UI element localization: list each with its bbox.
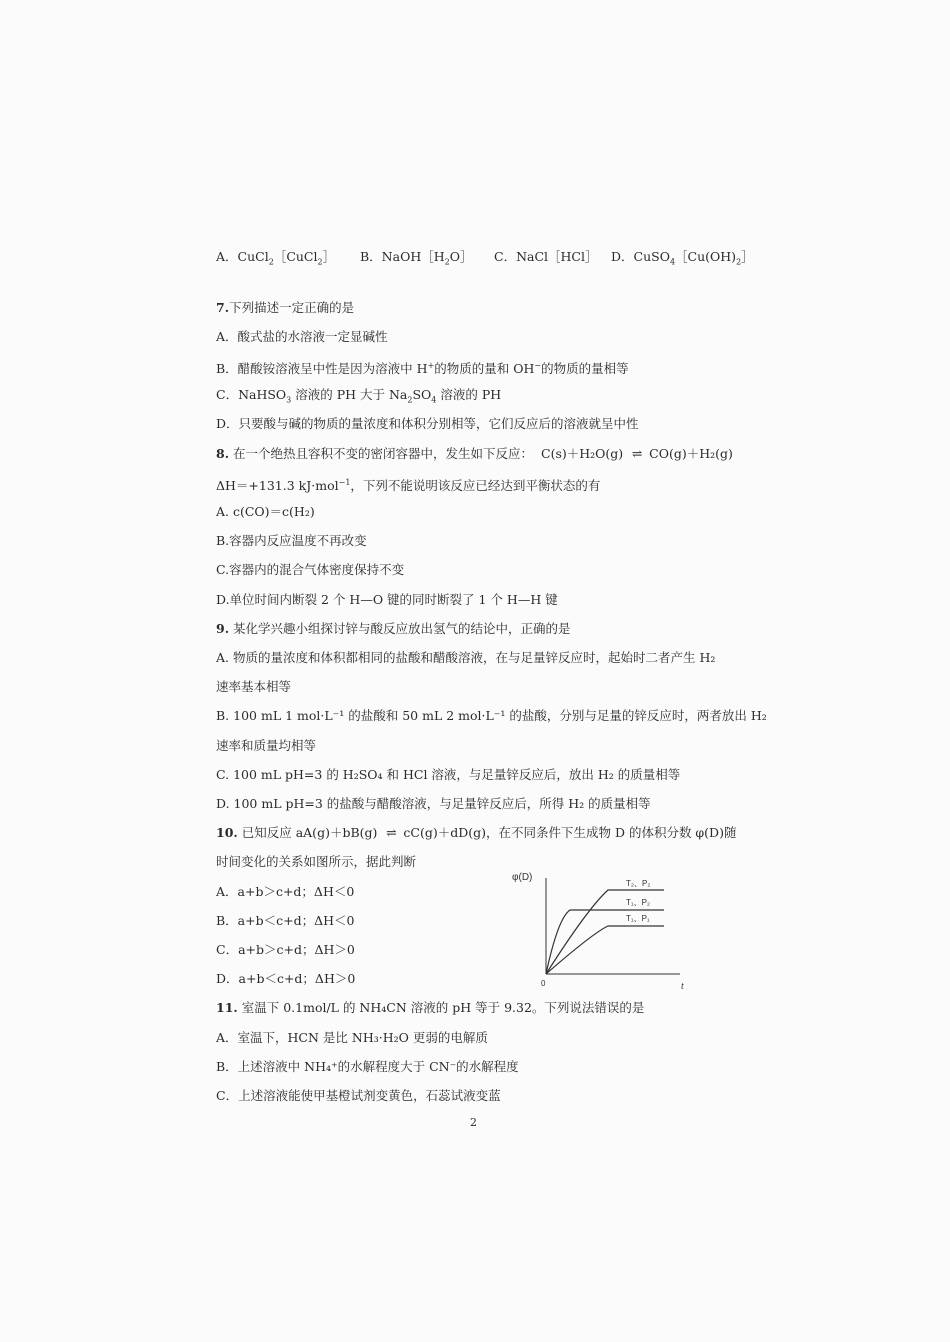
graph-y-label: φ(D) xyxy=(512,872,533,883)
equilibrium-arrow-icon: ⇌ xyxy=(631,446,641,461)
q9-option-b-line1: B. 100 mL 1 mol·L⁻¹ 的盐酸和 50 mL 2 mol·L⁻¹ 的盐酸，分别与足量的锌反应时，两者放出 H₂ xyxy=(216,708,767,723)
q10-option-d: D．a+b＜c+d；ΔH＞0 xyxy=(216,971,356,986)
q6-option-b: B．$NaOH[H_2O]$ xyxy=(360,249,473,267)
q9-option-a-line1: A. 物质的量浓度和体积都相同的盐酸和醋酸溶液，在与足量锌反应时，起始时二者产生 H₂ xyxy=(216,650,716,665)
q10-option-c: C．a+b＞c+d；ΔH＞0 xyxy=(216,942,355,957)
q7-stem: 7.下列描述一定正确的是 xyxy=(216,300,355,315)
page-number: 2 xyxy=(470,1116,477,1129)
q9-option-c: C. 100 mL pH=3 的 H₂SO₄ 和 HCl 溶液，与足量锌反应后，放出 H₂ 的质量相等 xyxy=(216,767,681,782)
curve-label-t1-p2: T₁、P₂ xyxy=(626,898,651,907)
q6-option-a: A．CuCl$_2$［CuCl$_2$］ xyxy=(216,249,336,267)
q7-option-b: B．醋酸铵溶液呈中性是因为溶液中 H+的物质的量和 OH−的物质的量相等 xyxy=(216,361,629,377)
q10-stem-line2: 时间变化的关系如图所示，据此判断 xyxy=(216,854,417,869)
curve-label-t1-p1: T₁、P₁ xyxy=(626,914,650,923)
q10-option-a: A．a+b＞c+d；ΔH＜0 xyxy=(216,884,355,899)
q6-option-c: C．NaCl［HCl］ xyxy=(494,249,598,264)
q8-option-c: C.容器内的混合气体密度保持不变 xyxy=(216,562,405,577)
curve-label-t2-p2: T₂、P₂ xyxy=(626,879,651,888)
graph-x-label: t xyxy=(681,981,684,992)
q8-stem: 8. 在一个绝热且容积不变的密闭容器中，发生如下反应： C(s)＋H₂O(g) ⇌ CO(g)＋H₂(g) xyxy=(216,446,733,461)
equilibrium-arrow-icon: ⇌ xyxy=(386,825,395,840)
q7-option-c: C．NaHSO$_3$ 溶液的 PH 大于 $Na_2SO_4$ 溶液的 PH xyxy=(216,387,502,405)
q9-option-b-line2: 速率和质量均相等 xyxy=(216,738,317,753)
q8-option-b: B.容器内反应温度不再改变 xyxy=(216,533,367,548)
q10-stem: 10. 已知反应 aA(g)＋bB(g) ⇌ cC(g)＋dD(g)，在不同条件下生成物 D 的体积分数 φ(D)随 xyxy=(216,825,737,840)
q11-option-b: B．上述溶液中 NH₄⁺的水解程度大于 CN⁻的水解程度 xyxy=(216,1059,519,1074)
q11-option-a: A．室温下，HCN 是比 NH₃·H₂O 更弱的电解质 xyxy=(216,1030,488,1045)
q7-option-a: A．酸式盐的水溶液一定显碱性 xyxy=(216,329,388,344)
q6-option-d: D．$CuSO_4[Cu(OH)_2]$ xyxy=(611,249,754,267)
q10-graph xyxy=(508,868,698,998)
q11-option-c: C．上述溶液能使甲基橙试剂变黄色，石蕊试液变蓝 xyxy=(216,1088,501,1103)
graph-origin: 0 xyxy=(541,979,546,988)
q8-option-d: D.单位时间内断裂 2 个 H—O 键的同时断裂了 1 个 H—H 键 xyxy=(216,592,558,607)
curve-t1-p1 xyxy=(546,926,664,974)
q8-enthalpy: ΔH＝+131.3 kJ·mol$^{-1}$，下列不能说明该反应已经达到平衡状态的有 xyxy=(216,478,601,494)
q10-option-b: B．a+b＜c+d；ΔH＜0 xyxy=(216,913,355,928)
q9-option-d: D. 100 mL pH=3 的盐酸与醋酸溶液，与足量锌反应后，所得 H₂ 的质量相等 xyxy=(216,796,651,811)
q8-option-a: A. c(CO)＝c(H₂) xyxy=(216,504,315,519)
q7-option-d: D．只要酸与碱的物质的量浓度和体积分别相等，它们反应后的溶液就呈中性 xyxy=(216,416,639,431)
q11-stem: 11. 室温下 0.1mol/L 的 NH₄CN 溶液的 pH 等于 9.32。下列说法错误的是 xyxy=(216,1000,645,1015)
q9-option-a-line2: 速率基本相等 xyxy=(216,679,292,694)
q9-stem: 9. 某化学兴趣小组探讨锌与酸反应放出氢气的结论中，正确的是 xyxy=(216,621,571,636)
